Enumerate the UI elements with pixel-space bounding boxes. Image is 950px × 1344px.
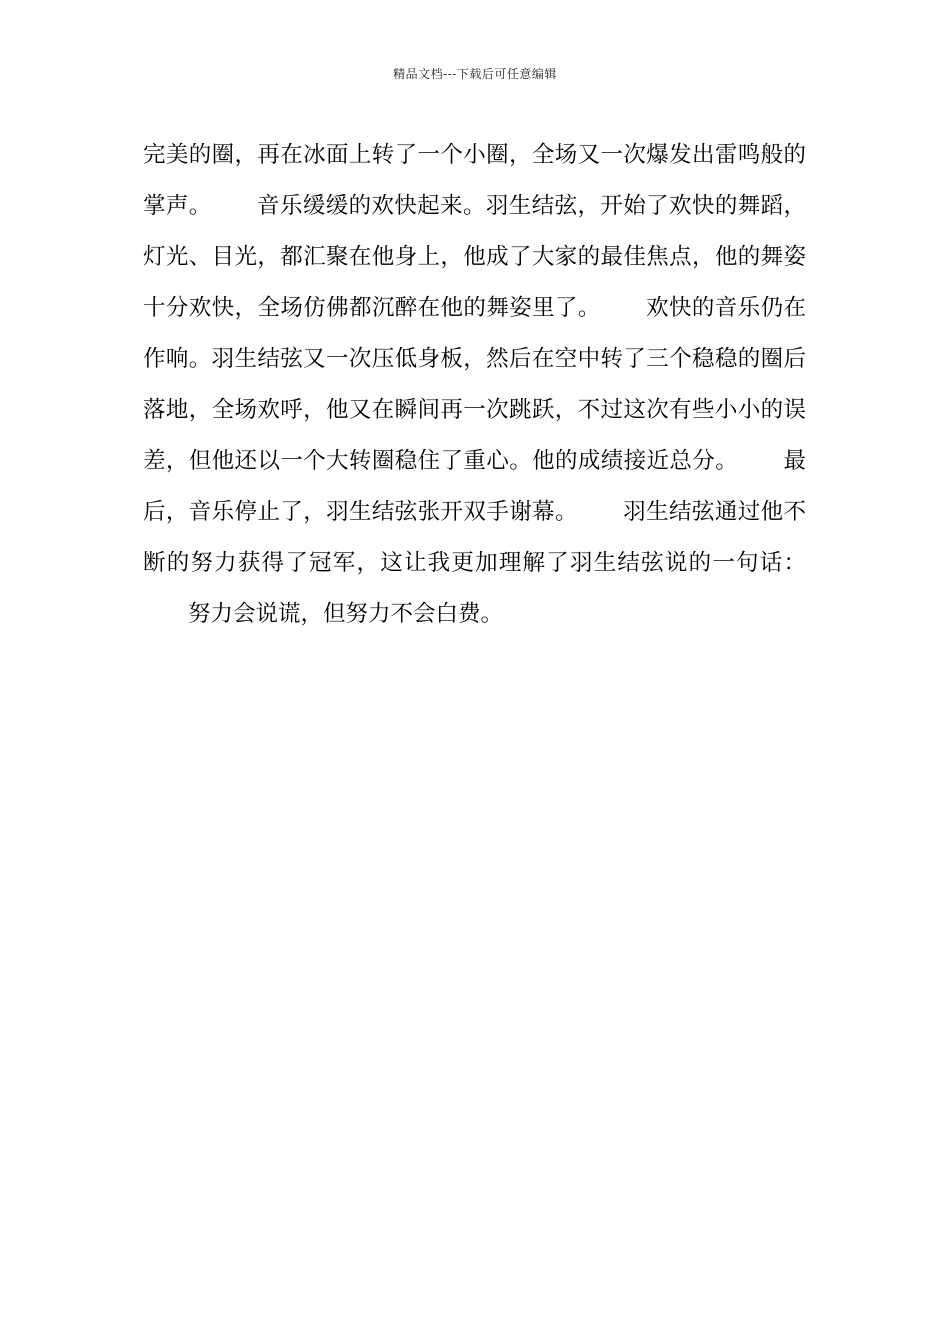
body-segment-1: 完美的圈，再在冰面上转了一个小圈，全场又一次爆发出雷鸣般的掌声。 (143, 142, 806, 219)
body-paragraph (143, 130, 806, 640)
body-segment-2: 音乐缓缓的欢快起来。羽生结弦，开始了欢快的舞蹈，灯光、目光，都汇聚在他身上，他成了大家的最佳焦点，他的舞姿十分欢快，全场仿佛都沉醉在他的舞姿里了。 (143, 193, 806, 321)
body-segment-4: 最后，音乐停止了，羽生结弦张开双手谢幕。 (143, 448, 806, 525)
body-segment-3: 欢快的音乐仍在作响。羽生结弦又一次压低身板，然后在空中转了三个稳稳的圈后落地，全场欢呼，他又在瞬间再一次跳跃，不过这次有些小小的误差，但他还以一个大转圈稳住了重心。他的成绩接近总分。 (143, 295, 806, 474)
body-segment-6: 努力会说谎，但努力不会白费。 (188, 601, 504, 627)
page-header: 精品文档---下载后可任意编辑 (393, 67, 557, 81)
body-segment-5: 羽生结弦通过他不断的努力获得了冠军，这让我更加理解了羽生结弦说的一句话： (143, 499, 806, 576)
